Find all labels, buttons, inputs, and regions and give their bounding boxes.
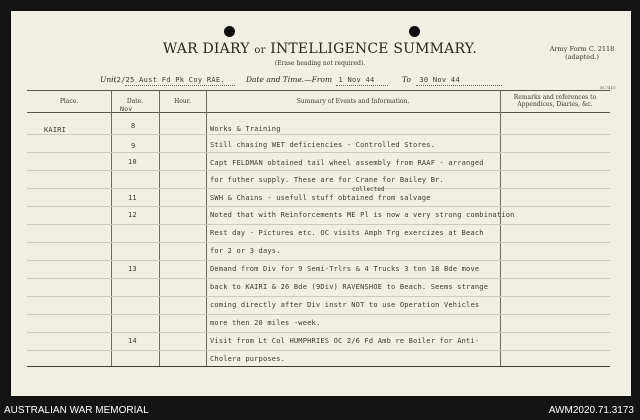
print-code: M.7410 (600, 85, 616, 90)
entry-line: Visit from Lt Col HUMPHRIES OC 2/6 Fd Amb re Boiler for Anti- (210, 337, 480, 345)
entry-line: for 2 or 3 days. (210, 247, 281, 255)
row-rule (27, 206, 610, 207)
date-from-underline (336, 85, 388, 86)
unit-label: Unit (100, 75, 117, 84)
place-kairi: KAIRI (44, 126, 67, 134)
row-rule (27, 152, 610, 153)
form-reference (542, 45, 622, 61)
entry-line: back to KAIRI & 26 Bde (9Div) RAVENSHOE to Beach. Seems strange (210, 283, 489, 291)
date-to-underline (416, 85, 502, 86)
header-hour: Hour. (174, 98, 191, 105)
date-cell: 8 (131, 122, 136, 130)
entry-line: for futher supply. These are for Crane for Bailey Br. (210, 176, 444, 184)
punch-hole-right (409, 26, 420, 37)
unit-underline (125, 85, 235, 86)
title-or: or (254, 45, 266, 56)
form-ref-adapted: (adapted.) (565, 53, 599, 61)
row-rule (27, 296, 610, 297)
title-war-diary: WAR DIARY (162, 41, 250, 57)
title-intelligence-summary: INTELLIGENCE SUMMARY. (270, 41, 478, 57)
month-label: Nov (120, 105, 133, 113)
date-from-field (246, 75, 375, 84)
column-rule-date (159, 90, 160, 366)
header-rule (27, 112, 610, 113)
date-from-label: Date and Time.—From (246, 75, 333, 84)
row-rule (27, 278, 610, 279)
unit-value: 2/25 Aust Fd Pk Coy RAE. (116, 76, 225, 84)
header-remarks: Remarks and references to Appendices, Diaries, &c. (513, 94, 597, 108)
form-ref-number: Army Form C. 2118 (549, 45, 615, 53)
header-place: Place. (59, 98, 79, 105)
row-rule (27, 134, 610, 135)
date-to-field (402, 75, 460, 84)
row-rule (27, 224, 610, 225)
date-cell: 11 (128, 194, 137, 202)
row-rule (27, 260, 610, 261)
row-rule (27, 350, 610, 351)
footer-credit: AUSTRALIAN WAR MEMORIAL (4, 405, 149, 416)
row-rule (27, 332, 610, 333)
entry-line: Cholera purposes. (210, 355, 286, 363)
column-rule-place (111, 90, 112, 366)
entry-line: SWH & Chains - usefull stuff obtained from salvage (210, 194, 431, 202)
date-cell: 10 (128, 158, 137, 166)
row-rule (27, 188, 610, 189)
column-rule-summary (500, 90, 501, 366)
entry-line: Still chasing WET deficiencies - Controlled Stores. (210, 141, 436, 149)
entry-line: Capt FELDMAN obtained tail wheel assembly from RAAF - arranged (210, 159, 484, 167)
header-summary: Summary of Events and Information. (296, 98, 410, 105)
inserted-word: collected (352, 186, 385, 193)
column-rule-hour (206, 90, 207, 366)
form-subtitle: (Erase heading not required). (274, 60, 366, 67)
date-cell: 12 (128, 211, 137, 219)
header-date: Date. (126, 98, 144, 105)
date-from-value: 1 Nov 44 (338, 76, 375, 84)
date-cell: 14 (128, 337, 137, 345)
punch-hole-left (224, 26, 235, 37)
entry-line: Demand from Div for 9 Semi-Trlrs & 4 Trucks 3 ton 18 Bde move (210, 265, 480, 273)
entry-line: more then 20 miles -week. (210, 319, 321, 327)
entry-line: Works & Training (210, 125, 281, 133)
date-cell: 13 (128, 265, 137, 273)
date-to-label: To (402, 75, 411, 84)
entry-line: Rest day - Pictures etc. OC visits Amph Trg exercizes at Beach (210, 229, 484, 237)
date-to-value: 30 Nov 44 (419, 76, 460, 84)
footer-accession-number: AWM2020.71.3173 (548, 405, 634, 416)
row-rule (27, 170, 610, 171)
row-rule (27, 314, 610, 315)
date-cell: 9 (131, 142, 136, 150)
row-rule (27, 242, 610, 243)
entry-line: coming directly after Div instr NOT to use Operation Vehicles (210, 301, 480, 309)
entry-line: Noted that with Reinforcements ME Pl is now a very strong combination (210, 211, 515, 219)
unit-field (100, 75, 225, 84)
